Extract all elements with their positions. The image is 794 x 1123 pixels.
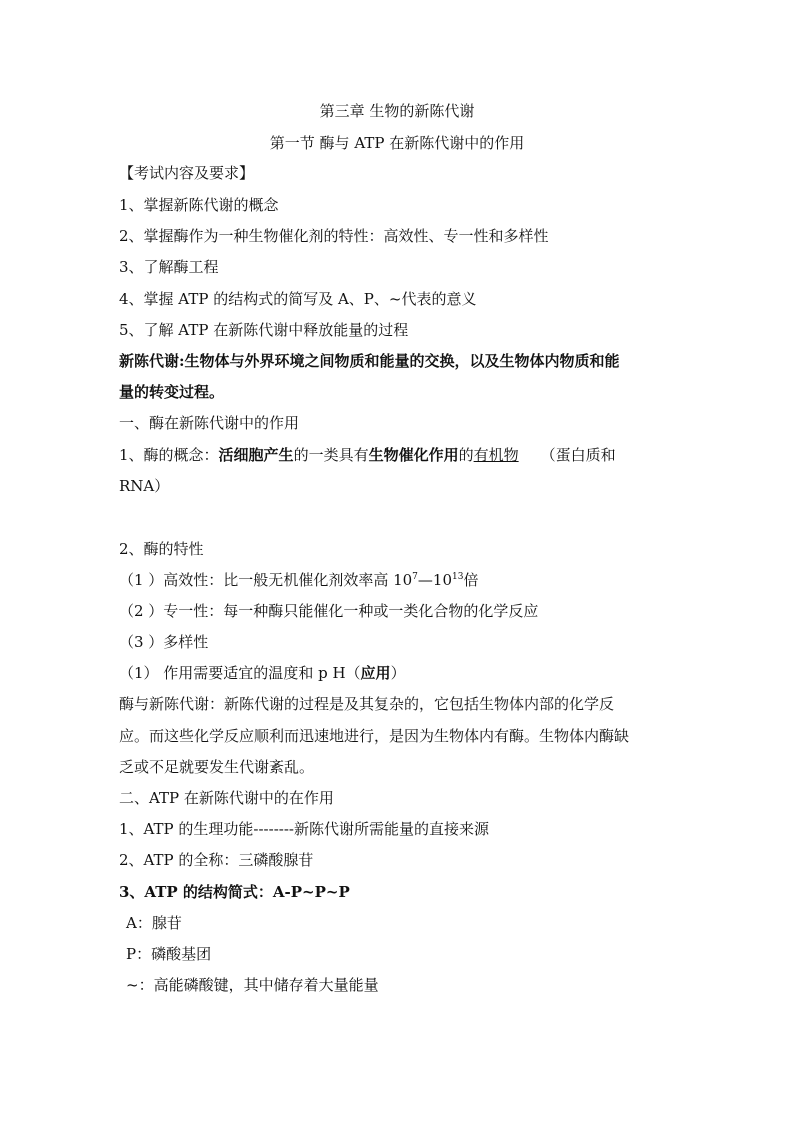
section-subtitle: 第一节 酶与 ATP 在新陈代谢中的作用 [269,134,525,152]
enzyme-concept [119,445,616,465]
enzyme-concept-suffix: （蛋白质和 [540,446,616,464]
definition-line: 新陈代谢:生物体与外界环境之间物质和能量的交换，以及生物体内物质和能 [119,352,620,370]
property-diversity: （3 ）多样性 [119,633,209,651]
property-bold: 应用 [360,664,391,682]
property-text: （1） 作用需要适宜的温度和 p H（ [119,664,361,682]
atp-legend-item: P：磷酸基团 [126,945,212,963]
property-efficiency [119,570,478,590]
enzyme-concept-text: 的 [458,446,474,464]
definition-line: 量的转变过程。 [119,383,225,401]
section-heading-atp: 二、ATP 在新陈代谢中的在作用 [119,789,334,807]
section-heading-enzyme: 一、酶在新陈代谢中的作用 [119,414,300,432]
property-specificity: （2 ）专一性：每一种酶只能催化一种或一类化合物的化学反应 [119,602,539,620]
enzyme-concept-underlined: 有机物 [473,446,519,464]
enzyme-concept-bold: 生物催化作用 [368,446,459,464]
property-conditions [119,663,406,683]
requirements-heading: 【考试内容及要求】 [119,164,255,182]
requirement-item: 4、掌握 ATP 的结构式的简写及 A、P、~代表的意义 [119,290,477,308]
property-text: （1 ）高效性：比一般无机催化剂效率高 10 [119,571,413,589]
paragraph-line: 乏或不足就要发生代谢紊乱。 [119,758,315,776]
property-text: 倍 [463,571,479,589]
enzyme-concept-prefix: 1、酶的概念： [119,446,219,464]
requirement-item: 2、掌握酶作为一种生物催化剂的特性：高效性、专一性和多样性 [119,227,549,245]
exponent: 13 [452,572,464,582]
enzyme-concept-text: 的一类具有 [293,446,369,464]
atp-legend-item: A：腺苷 [126,914,182,932]
paragraph-line: 酶与新陈代谢：新陈代谢的过程是及其复杂的，它包括生物体内部的化学反 [119,695,615,713]
requirement-item: 5、了解 ATP 在新陈代谢中释放能量的过程 [119,321,409,339]
enzyme-concept-bold: 活细胞产生 [218,446,294,464]
property-text: ） [390,664,406,682]
paragraph-line: 应。而这些化学反应顺利而迅速地进行，是因为生物体内有酶。生物体内酶缺 [119,727,630,745]
property-text: —10 [417,571,452,589]
enzyme-concept-continuation: RNA） [119,477,170,495]
atp-legend-item: ~：高能磷酸键，其中储存着大量能量 [126,976,379,994]
atp-structure: 3、ATP 的结构简式：A-P~P~P [119,883,350,901]
chapter-title: 第三章 生物的新陈代谢 [319,102,475,120]
atp-item: 2、ATP 的全称：三磷酸腺苷 [119,851,314,869]
requirement-item: 3、了解酶工程 [119,258,219,276]
properties-heading: 2、酶的特性 [119,540,204,558]
atp-item: 1、ATP 的生理功能--------新陈代谢所需能量的直接来源 [119,820,489,838]
exponent: 7 [412,572,418,582]
requirement-item: 1、掌握新陈代谢的概念 [119,196,279,214]
